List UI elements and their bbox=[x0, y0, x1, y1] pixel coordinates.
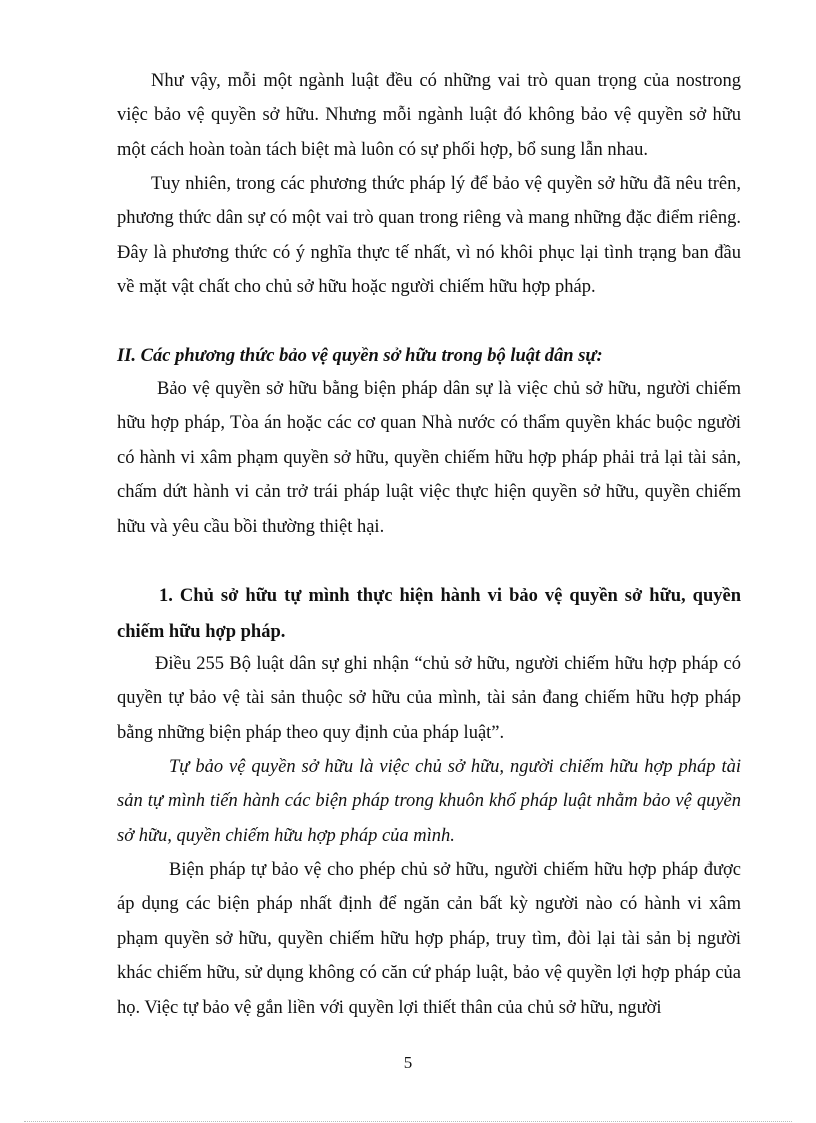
paragraph-3: Bảo vệ quyền sở hữu bằng biện pháp dân sự là việc chủ sở hữu, người chiếm hữu hợp pháp, Tòa án hoặc các cơ quan Nhà nước có thẩm quyền khác buộc người có hành vi xâm phạm quyền sở hữu, quyền chiếm hữu hợp pháp phải trả lại tài sản, chấm dứt hành vi cản trở trái pháp luật việc thực hiện quyền sở hữu, quyền chiếm hữu và yêu cầu bồi thường thiệt hại. bbox=[117, 379, 741, 537]
page-bottom-divider bbox=[24, 1121, 792, 1122]
page-number: 5 bbox=[403, 1053, 413, 1072]
paragraph-4: Điều 255 Bộ luật dân sự ghi nhận “chủ sở hữu, người chiếm hữu hợp pháp có quyền tự bảo vệ tài sản thuộc sở hữu của mình, tài sản đang chiếm hữu hợp pháp bằng những biện pháp theo quy định của pháp luật”. bbox=[117, 654, 741, 743]
paragraph-1: Như vậy, mỗi một ngành luật đều có những vai trò quan trọng của nostrong việc bảo vệ quyền sở hữu. Nhưng mỗi ngành luật đó không bảo vệ quyền sở hữu một cách hoàn toàn tách biệt mà luôn có sự phối hợp, bổ sung lẫn nhau. bbox=[117, 71, 741, 160]
section-heading-1: 1. Chủ sở hữu tự mình thực hiện hành vi bảo vệ quyền sở hữu, quyền chiếm hữu hợp pháp. bbox=[117, 586, 741, 642]
paragraph-5-italic: Tự bảo vệ quyền sở hữu là việc chủ sở hữu, người chiếm hữu hợp pháp tài sản tự mình tiến hành các biện pháp trong khuôn khổ pháp luật nhằm bảo vệ quyền sở hữu, quyền chiếm hữu hợp pháp của mình. bbox=[117, 757, 741, 846]
paragraph-6: Biện pháp tự bảo vệ cho phép chủ sở hữu, người chiếm hữu hợp pháp được áp dụng các biện pháp nhất định để ngăn cản bất kỳ người nào có hành vi xâm phạm quyền sở hữu, quyền chiếm hữu hợp pháp, truy tìm, đòi lại tài sản bị người khác chiếm hữu, sử dụng không có căn cứ pháp luật, bảo vệ quyền lợi hợp pháp của họ. Việc tự bảo vệ gắn liền với quyền lợi thiết thân của chủ sở hữu, người bbox=[117, 860, 741, 1018]
paragraph-2: Tuy nhiên, trong các phương thức pháp lý để bảo vệ quyền sở hữu đã nêu trên, phương thức dân sự có một vai trò quan trong riêng và mang những đặc điểm riêng. Đây là phương thức có ý nghĩa thực tế nhất, vì nó khôi phục lại tình trạng ban đầu về mặt vật chất cho chủ sở hữu hoặc người chiếm hữu hợp pháp. bbox=[117, 174, 741, 298]
section-heading-ii: II. Các phương thức bảo vệ quyền sở hữu trong bộ luật dân sự: bbox=[117, 346, 603, 366]
